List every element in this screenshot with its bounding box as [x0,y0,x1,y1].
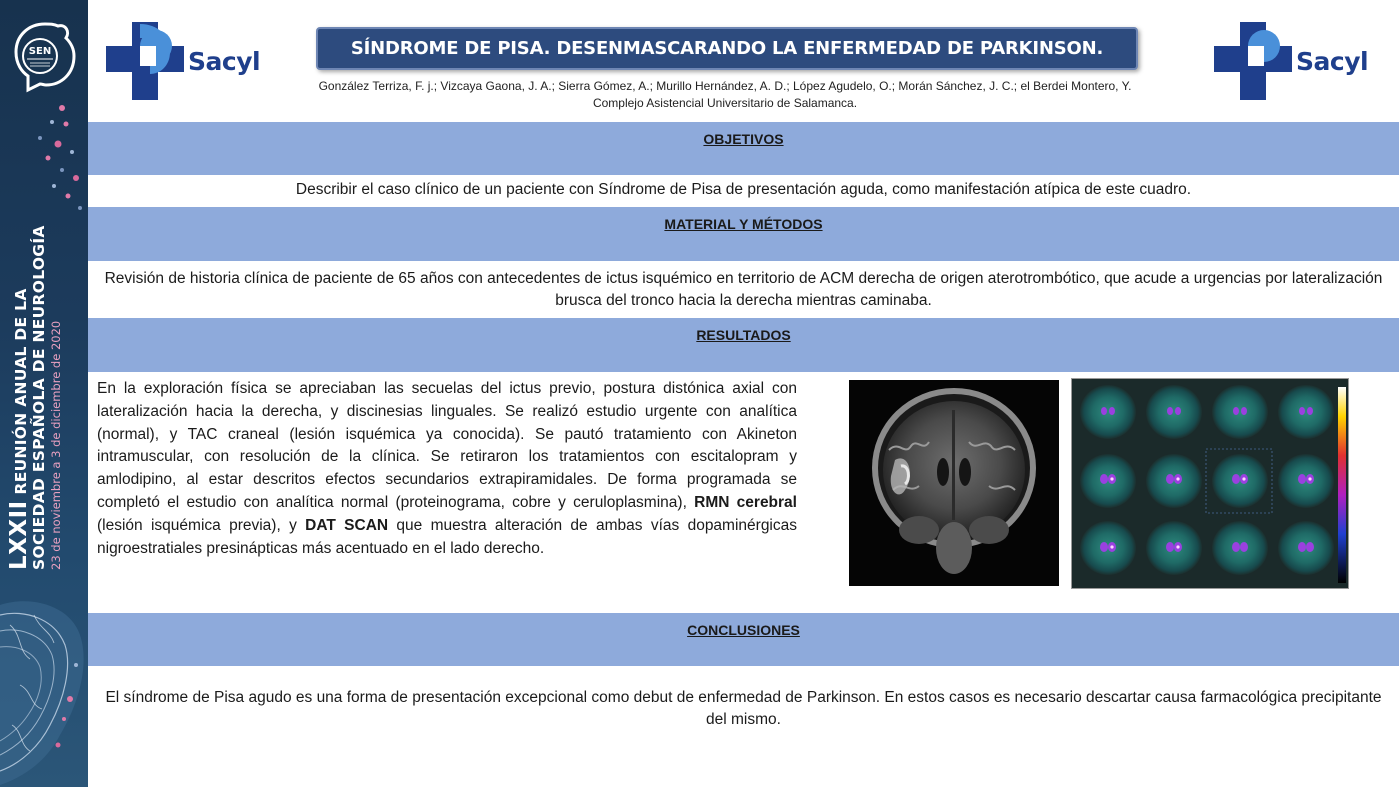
section-bar-metodos [88,207,1399,261]
resultados-bold-rmn: RMN cerebral [694,493,797,511]
conclusiones-text: El síndrome de Pisa agudo es una forma de presentación excepcional como debut de enfermedad de Parkinson. En estos casos es necesario descartar causa farmacológica precipitante del mismo. [105,689,1382,728]
congress-dates: 23 de noviembre a 3 de diciembre de 2020 [49,320,63,570]
resultados-text-a: En la exploración física se apreciaban las secuelas del ictus previo, postura distónica axial con lateralización hacia la derecha, y discinesias linguales. Se realizó estudio urgente con analítica (normal), y TAC craneal (lesión isquémica ya conocida). Se pautó tratamiento con Akineton intramuscular, con resolución de la clínica. Se retiraron los tratamientos con escitalopram y amlodipino, al estar descritos efectos secundarios extrapiramidales. De forma programada se completó el estudio con analítica normal (proteinograma, cobre y ceruloplasmina), [97,380,797,511]
authors-block [270,78,1180,112]
sacyl-logo-text-right: Sacyl [1296,47,1369,76]
section-bar-conclusiones [88,613,1399,666]
sen-logo-text: SEN [28,46,52,57]
section-bar-resultados [88,318,1399,372]
section-title-metodos: MATERIAL Y MÉTODOS [664,216,823,232]
poster-title: SÍNDROME DE PISA. DESENMASCARANDO LA ENFERMEDAD DE PARKINSON. [350,38,1104,59]
resultados-bold-datscan: DAT SCAN [305,516,389,534]
resultados-text [97,378,797,560]
poster-title-box [316,27,1138,70]
sacyl-cross-icon [106,22,186,102]
resultados-text-b: (lesión isquémica previa), y [97,516,306,534]
authors-list: González Terriza, F. j.; Vizcaya Gaona, J. A.; Sierra Gómez, A.; Murillo Hernández, A. D.; López Agudelo, O.; Morán Sánchez, J. C.; el Berdei Montero, Y. [318,79,1132,93]
brain-illustration [0,595,88,787]
congress-line-1: REUNIÓN ANUAL DE LA [12,288,30,495]
datscan-grid-illustration [1072,379,1349,589]
objetivos-text: Describir el caso clínico de un paciente con Síndrome de Pisa de presentación aguda, como manifestación atípica de este cuadro. [295,181,1192,198]
congress-edition: LXXII [6,500,32,570]
institution: Complejo Asistencial Universitario de Salamanca. [592,96,858,110]
section-title-objetivos: OBJETIVOS [703,131,784,147]
mri-coronal-illustration [849,380,1059,586]
sacyl-logo-left [106,22,261,102]
sen-logo-icon [10,18,80,98]
datscan-image [1071,378,1349,589]
metodos-text: Revisión de historia clínica de paciente de 65 años con antecedentes de ictus isquémico en territorio de ACM derecha de origen aterotrombótico, que acude a urgencias por lateralización brusca del tronco hacia la derecha mientras caminaba. [104,270,1383,309]
congress-sidebar [0,0,88,787]
section-title-conclusiones: CONCLUSIONES [687,622,800,638]
resultados-text-c: que muestra alteración de ambas vías dopaminérgicas nigroestratiales presinápticas más acentuado en el lado derecho. [97,516,797,557]
section-title-resultados: RESULTADOS [696,327,791,343]
congress-title-vertical [6,180,64,570]
sacyl-logo-right [1214,22,1369,102]
mri-brain-image [849,380,1059,586]
sacyl-cross-icon [1214,22,1294,102]
congress-line-2: SOCIEDAD ESPAÑOLA DE NEUROLOGÍA [30,225,48,570]
section-bar-objetivos [88,122,1399,175]
sacyl-logo-text-left: Sacyl [188,47,261,76]
